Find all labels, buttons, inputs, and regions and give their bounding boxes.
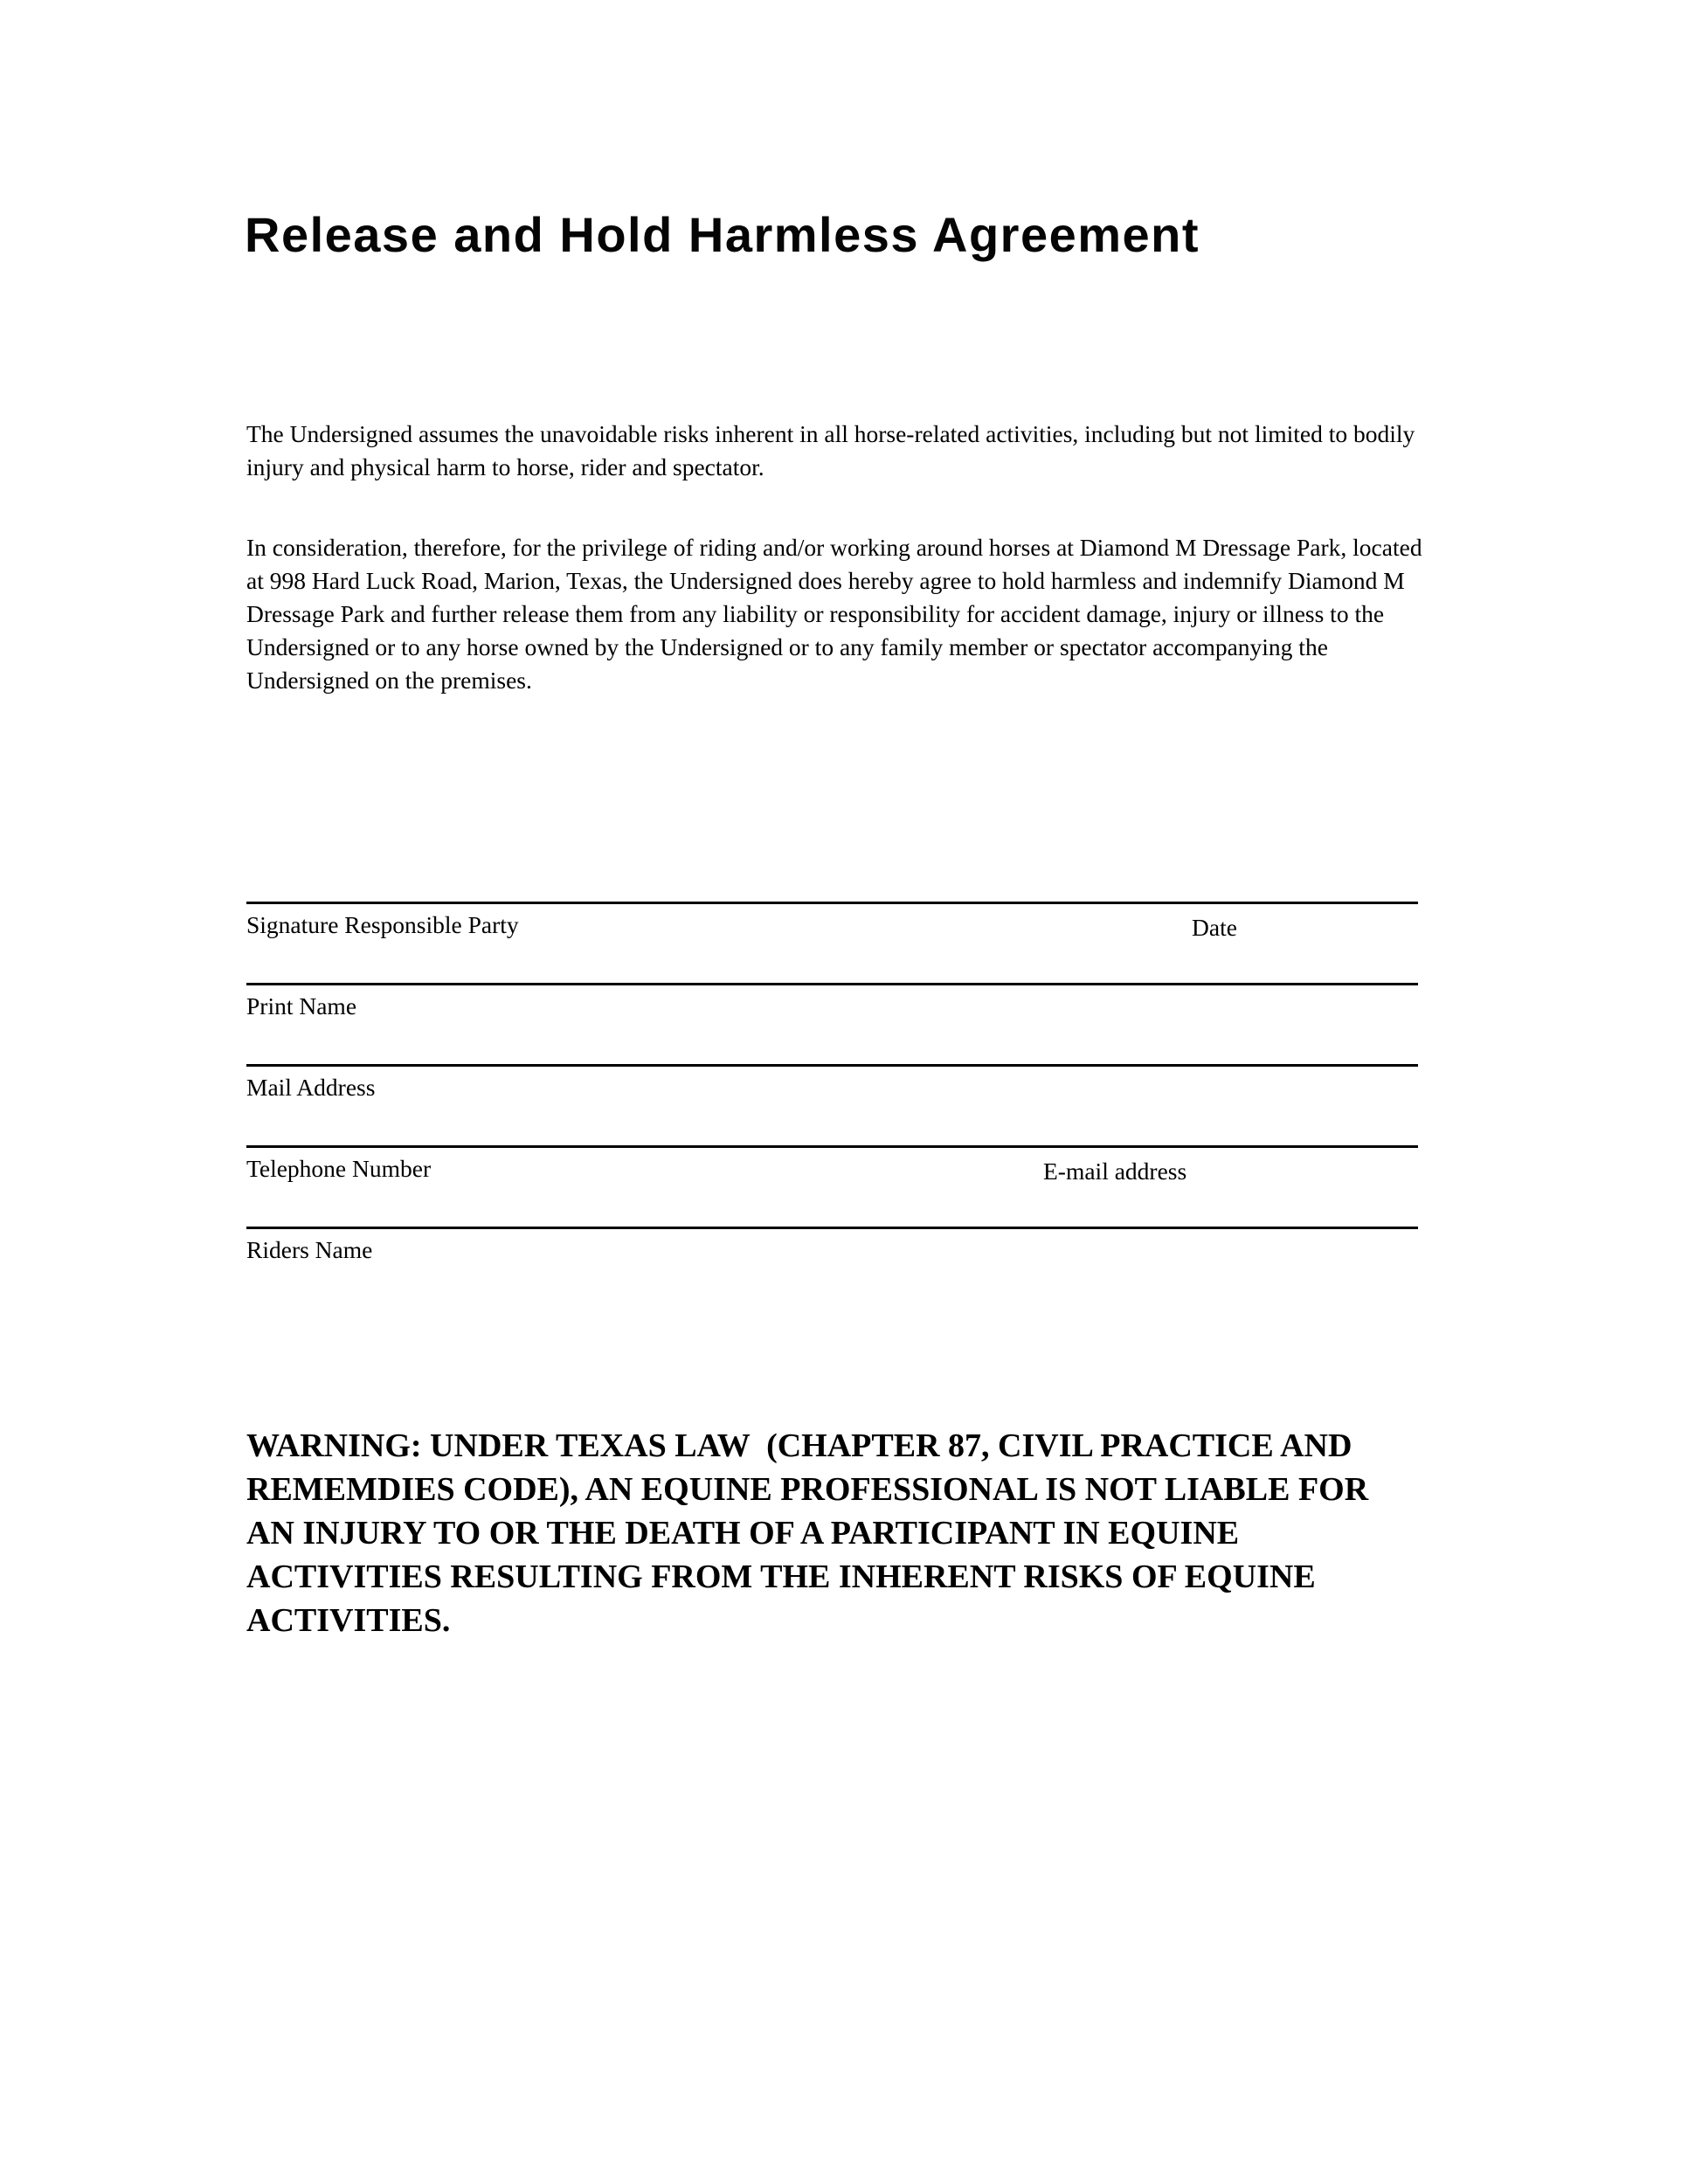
form-row-telephone-email <box>246 1145 1418 1227</box>
risk-assumption-paragraph: The Undersigned assumes the unavoidable risks inherent in all horse-related activities, including but not limited to bodily injury and physical harm to horse, rider and spectator. <box>246 420 1415 480</box>
signature-form <box>246 902 1418 1290</box>
document-title: Release and Hold Harmless Agreement <box>245 207 1200 262</box>
texas-law-warning-text: WARNING: UNDER TEXAS LAW (CHAPTER 87, CIVIL PRACTICE AND REMEMDIES CODE), AN EQUINE PROFESSIONAL IS NOT LIABLE FOR AN INJURY TO OR THE DEATH OF A PARTICIPANT IN EQUINE ACTIVITIES RESULTING FROM THE INHERENT RISKS OF EQUINE ACTIVITIES. <box>246 1427 1375 1639</box>
field-label-signature-responsible-party: Signature Responsible Party <box>246 911 519 938</box>
form-row-riders-name <box>246 1227 1418 1290</box>
form-row-mail-address <box>246 1064 1418 1145</box>
form-row-signature <box>246 902 1418 983</box>
form-row-print-name <box>246 983 1418 1064</box>
field-label-print-name: Print Name <box>246 992 357 1019</box>
field-label-riders-name: Riders Name <box>246 1236 373 1263</box>
field-label-email-address: E-mail address <box>1043 1158 1187 1185</box>
field-label-mail-address: Mail Address <box>246 1074 376 1101</box>
field-label-date: Date <box>1192 914 1237 941</box>
field-label-telephone-number: Telephone Number <box>246 1155 432 1182</box>
hold-harmless-paragraph: In consideration, therefore, for the privilege of riding and/or working around horses at Diamond M Dressage Park, located at 998 Hard Luck Road, Marion, Texas, the Undersigned does hereby agree to hold harmless and indemnify Diamond M Dressage Park and further release them from any liability or responsibility for accident damage, injury or illness to the Undersigned or to any horse owned by the Undersigned or to any family member or spectator accompanying the Undersigned on the premises. <box>246 534 1422 694</box>
